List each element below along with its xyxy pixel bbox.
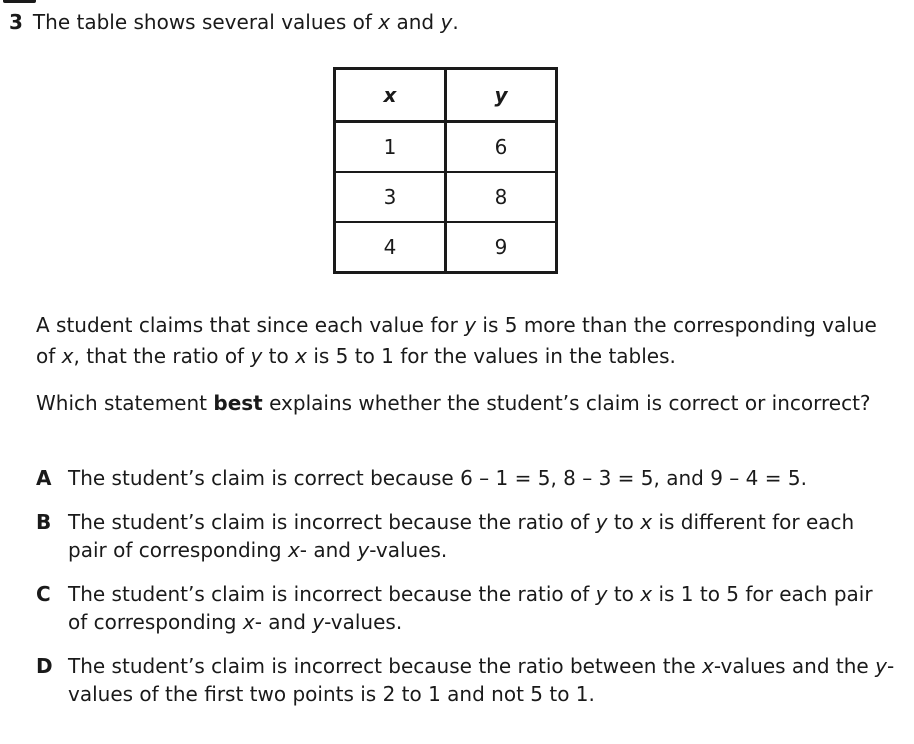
var-y: y bbox=[595, 510, 608, 534]
table-header-row bbox=[335, 69, 557, 122]
claim-text-1: A student claims that since each value for bbox=[36, 313, 458, 337]
var-x: x bbox=[378, 10, 391, 34]
table-cell-x: 3 bbox=[335, 172, 446, 222]
var-x: x bbox=[242, 610, 255, 634]
table-row bbox=[335, 122, 557, 173]
table-cell-x: 1 bbox=[335, 122, 446, 173]
var-x: x bbox=[295, 344, 307, 368]
claim-paragraph bbox=[36, 310, 886, 372]
stem-end: . bbox=[452, 10, 459, 34]
xy-table bbox=[333, 67, 558, 274]
option-text: The student’s claim is incorrect because the ratio of y to x is different for each pair of corresponding x- and y-values. bbox=[68, 510, 855, 562]
question-stem bbox=[9, 8, 459, 36]
var-x: x bbox=[61, 344, 74, 368]
option-c[interactable] bbox=[36, 580, 896, 636]
table-cell-x: 4 bbox=[335, 222, 446, 273]
prompt-text-2: explains whether the student’s claim is correct or incorrect? bbox=[269, 391, 871, 415]
var-y: y bbox=[875, 654, 887, 678]
table-header-x: x bbox=[335, 69, 446, 122]
var-y: y bbox=[595, 582, 608, 606]
claim-text-4: to bbox=[268, 344, 289, 368]
table-header-y: y bbox=[446, 69, 557, 122]
top-rule-mark bbox=[3, 0, 36, 3]
option-letter: C bbox=[36, 582, 51, 606]
table-cell-y: 8 bbox=[446, 172, 557, 222]
option-letter: D bbox=[36, 654, 53, 678]
var-y: y bbox=[440, 10, 453, 34]
table-cell-y: 9 bbox=[446, 222, 557, 273]
option-letter: A bbox=[36, 466, 52, 490]
claim-text-3: , that the ratio of bbox=[73, 344, 245, 368]
option-text: The student’s claim is incorrect because the ratio of y to x is 1 to 5 for each pair of corresponding x- and y-values. bbox=[68, 582, 873, 634]
prompt-text-1: Which statement bbox=[36, 391, 208, 415]
option-a[interactable] bbox=[36, 464, 896, 492]
table-row bbox=[335, 222, 557, 273]
stem-and: and bbox=[396, 10, 435, 34]
var-x: x bbox=[640, 510, 653, 534]
table-row bbox=[335, 172, 557, 222]
var-x: x bbox=[640, 582, 653, 606]
option-b[interactable] bbox=[36, 508, 896, 564]
table-cell-y: 6 bbox=[446, 122, 557, 173]
stem-text: The table shows several values of bbox=[32, 10, 372, 34]
var-x: x bbox=[287, 538, 300, 562]
var-y: y bbox=[464, 313, 477, 337]
prompt-paragraph bbox=[36, 389, 886, 417]
var-y: y bbox=[357, 538, 370, 562]
claim-text-5: is 5 to 1 for the values in the tables. bbox=[313, 344, 676, 368]
var-y: y bbox=[312, 610, 325, 634]
claim-text-2: is 5 more than the corresponding value of bbox=[36, 313, 877, 368]
option-letter: B bbox=[36, 510, 52, 534]
var-x: x bbox=[702, 654, 714, 678]
var-y: y bbox=[250, 344, 263, 368]
option-text: The student’s claim is correct because 6 – 1 = 5, 8 – 3 = 5, and 9 – 4 = 5. bbox=[68, 466, 807, 490]
option-d[interactable] bbox=[36, 652, 896, 708]
prompt-bold: best bbox=[213, 391, 263, 415]
option-text: The student’s claim is incorrect because the ratio between the x-values and the y-values of the first two points is 2 to 1 and not 5 to 1. bbox=[68, 654, 895, 706]
question-number: 3 bbox=[9, 10, 23, 34]
